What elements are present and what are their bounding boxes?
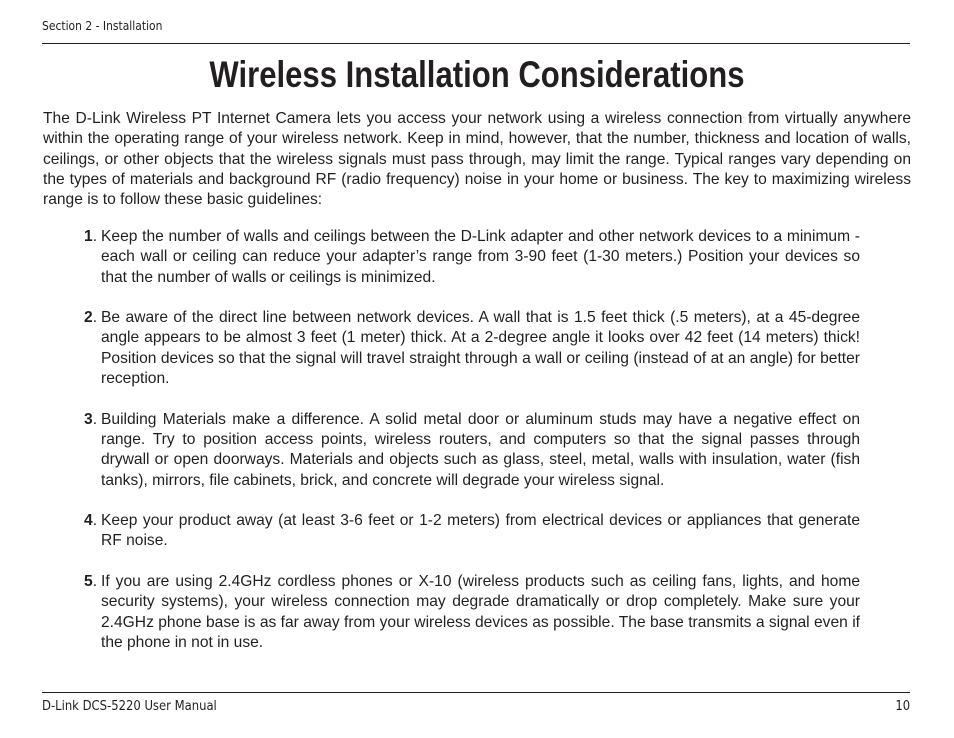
header-divider — [42, 43, 910, 44]
guideline-item — [84, 511, 860, 552]
guideline-item — [84, 308, 860, 389]
guideline-number: 2 . — [84, 308, 97, 328]
guideline-text: If you are using 2.4GHz cordless phones or X-10 (wireless products such as ceiling fans, lights, and home security systems), your wireless connection may degrade dramatically or drop completely. Make sure your 2.4GHz phone base is as far away from your wireless devices as possible. The base transmits a signal even if the phone in not in use. — [101, 573, 860, 651]
page-title: Wireless Installation Considerations — [209, 54, 745, 95]
guideline-text: Be aware of the direct line between network devices. A wall that is 1.5 feet thick (.5 meters), at a 45-degree angle appears to be almost 3 feet (1 meter) thick. At a 2-degree angle it looks over 42 feet (14 meters) thick! Position devices so that the signal will travel straight through a wall or ceiling (instead of at an angle) for better reception. — [101, 309, 860, 388]
guideline-text: Keep your product away (at least 3-6 feet or 1-2 meters) from electrical devices or appliances that generate RF noise. — [101, 512, 860, 550]
intro-paragraph: The D-Link Wireless PT Internet Camera lets you access your network using a wireless connection from virtually anywhere within the operating range of your wireless network. Keep in mind, however, that the number, thickness and location of walls, ceilings, or other objects that the wireless signals must pass through, may limit the range. Typical ranges vary depending on the types of materials and background RF (radio frequency) noise in your home or business. The key to maximizing wireless range is to follow these basic guidelines: — [43, 110, 911, 209]
guideline-number: 5 . — [84, 572, 97, 592]
footer-divider — [42, 692, 910, 693]
page-number: 10 — [895, 698, 910, 714]
guideline-text: Keep the number of walls and ceilings between the D-Link adapter and other network devices to a minimum - each wall or ceiling can reduce your adapter’s range from 3-90 feet (1-30 meters.) Position your devices so that the number of walls or ceilings is minimized. — [101, 228, 860, 286]
guideline-item — [84, 227, 860, 288]
guideline-number: 3 . — [84, 410, 97, 430]
guideline-text: Building Materials make a difference. A solid metal door or aluminum studs may have a negative effect on range. Try to position access points, wireless routers, and computers so that the signal passes through drywall or open doorways. Materials and objects such as glass, steel, metal, walls with insulation, water (fish tanks), mirrors, file cabinets, brick, and concrete will degrade your wireless signal. — [101, 410, 860, 489]
section-label: Section 2 - Installation — [42, 18, 163, 33]
manual-title: D-Link DCS-5220 User Manual — [42, 698, 217, 714]
guideline-item — [84, 410, 860, 491]
guideline-item — [84, 572, 860, 653]
guideline-number: 1 . — [84, 227, 97, 247]
guidelines-list — [84, 227, 860, 674]
guideline-number: 4 . — [84, 511, 97, 531]
